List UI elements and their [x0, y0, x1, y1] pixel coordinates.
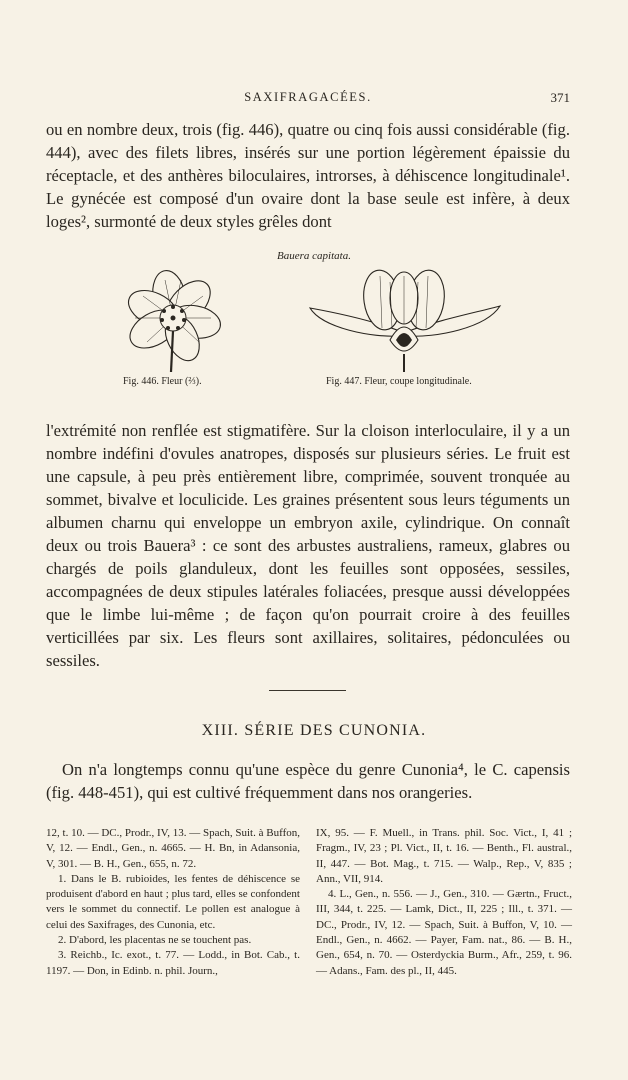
- section-title: XIII. SÉRIE DES CUNONIA.: [201, 722, 427, 739]
- footnote-2: 2. D'abord, les placentas ne se touchent pas.: [58, 934, 252, 947]
- footnote-entry: 12, t. 10. — DC., Prodr., IV, 13. — Spach, Suit. à Buffon, V, 12. — Endl., Gen., n. 4665. — H. Bn, in Adansonia, V, 301. — B. H., Gen., 655, n. 72.: [46, 827, 300, 870]
- footnote-3: 3. Reichb., Ic. exot., t. 77. — Lodd., in Bot. Cab., t. 1197. — Don, in Edinb. n. phil. Journ.,: [46, 949, 300, 977]
- fig-447-caption: Fig. 447. Fleur, coupe longitudinale.: [326, 376, 472, 387]
- footnotes-right-column: [316, 826, 572, 979]
- body-paragraph-3: On n'a longtemps connu qu'une espèce du genre Cunonia⁴, le C. capensis (fig. 448-451), qui est cultivé fréquemment dans nos orangeries.: [46, 760, 570, 802]
- body-paragraph-2: l'extrémité non renflée est stigmatifère. Sur la cloison interloculaire, il y a un nombre indéfini d'ovules anatropes, disposés sur plusieurs séries. Le fruit est une capsule, à peu près entièrement libre, comprimée, souvent tronquée au sommet, bivalve et loculicide. Les graines présentent sous leurs téguments un albumen charnu qui enveloppe un embryon axile, cylindrique. On connaît deux ou trois Bauera³ : ce sont des arbustes australiens, rameux, glabres ou chargés de poils glanduleux, dont les feuilles sont opposées, sessiles, accompagnées de deux stipules latérales foliacées, presque aussi développées que le limbe lui-même ; de façon qu'on pourrait croire à des feuilles verticillées par six. Les fleurs sont axillaires, solitaires, pédonculées ou sessiles.: [46, 421, 570, 670]
- footnote-entry: IX, 95. — F. Muell., in Trans. phil. Soc. Vict., I, 41 ; Fragm., IV, 23 ; Pl. Vict., II, t. 16. — Benth., Fl. austral., II, 447. — Bot. Mag., t. 715. — Walp., Rep., V, 835 ; Ann., VII, 914.: [316, 827, 572, 885]
- figure-caption-top: Bauera capitata.: [277, 250, 351, 262]
- body-paragraph-1: ou en nombre deux, trois (fig. 446), quatre ou cinq fois aussi considérable (fig. 444), avec des filets libres, insérés sur une portion légèrement épaissie du réceptacle, et des anthères biloculaires, introrses, à déhiscence longitudinale¹. Le gynécée est composé d'un ovaire dont la base seule est infère, à deux loges², surmonté de deux styles grêles dont: [46, 120, 570, 231]
- page-number: 371: [550, 90, 570, 105]
- footnote-4: 4. L., Gen., n. 556. — J., Gen., 310. — Gærtn., Fruct., III, 344, t. 225. — Lamk, Dict., II, 225 ; Ill., t. 371. — DC., Prodr., IV, 12. — Spach, Suit. à Buffon, V, 10. — Endl., Gen., n. 4662. — Payer, Fam. nat., 86. — B. H., Gen., 654, n. 70. — Osterdyckia Burm., Afr., 259, t. 96. — Adans., Fam. des pl., II, 445.: [316, 888, 572, 977]
- footnotes-left-column: [46, 826, 300, 979]
- fig-446-flower-illustration: [103, 268, 243, 378]
- fig-447-section-illustration: [302, 268, 507, 378]
- fig-446-caption: Fig. 446. Fleur (⅔).: [123, 376, 202, 387]
- section-divider: [269, 690, 346, 691]
- footnote-1: 1. Dans le B. rubioides, les fentes de déhiscence se produisent d'abord en haut ; plus tard, elles se confondent vers le sommet du connectif. Le pollen est analogue à celui des Saxifrages, des Cunonia, etc.: [46, 872, 300, 931]
- running-title: SAXIFRAGACÉES.: [244, 90, 372, 104]
- running-head: [46, 90, 570, 108]
